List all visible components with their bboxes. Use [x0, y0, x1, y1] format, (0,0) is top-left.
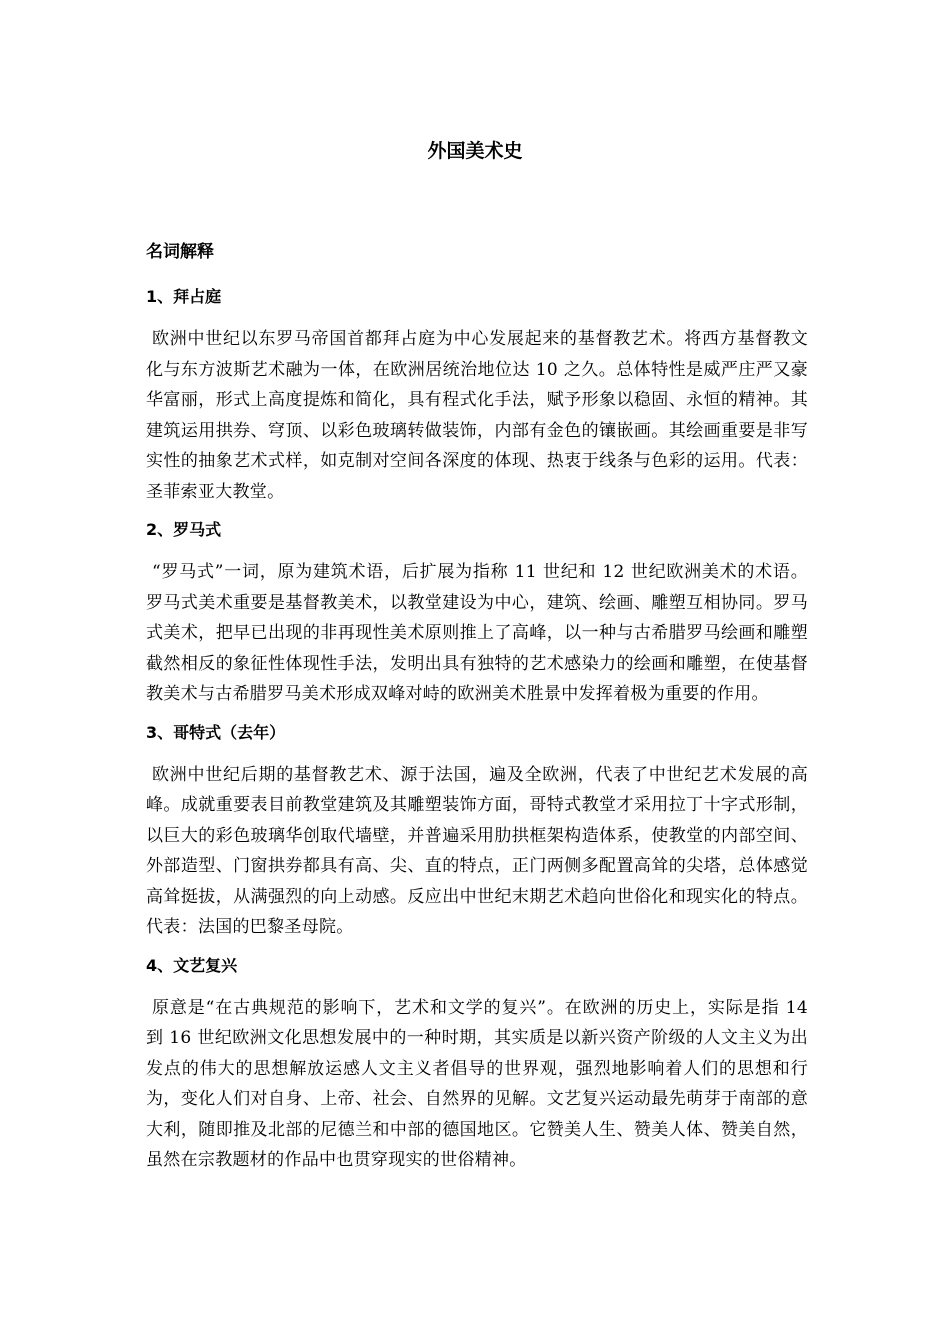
entry-body: 欧洲中世纪后期的基督教艺术、源于法国，遍及全欧洲，代表了中世纪艺术发展的高峰。成就重要表目前教堂建筑及其雕塑装饰方面，哥特式教堂才采用拉丁十字式形制，以巨大的彩色玻璃华创取代墙壁，并普遍采用肋拱框架构造体系，使教堂的内部空间、外部造型、门窗拱券都具有高、尖、直的特点，正门两侧多配置高耸的尖塔，总体感觉高耸挺拔，从满强烈的向上动感。反应出中世纪末期艺术趋向世俗化和现实化的特点。代表：法国的巴黎圣母院。: [146, 764, 808, 937]
entry-heading: 3、哥特式（去年）: [146, 722, 286, 742]
entry-heading: 2、罗马式: [146, 520, 222, 539]
entry-body: 原意是“在古典规范的影响下，艺术和文学的复兴”。在欧洲的历史上，实际是指 14 到 16 世纪欧洲文化思想发展中的一种时期，其实质是以新兴资产阶级的人文主义为出发点的伟大的思想解放运感人文主义者倡导的世界观，强烈地影响着人们的思想和行为，变化人们对自身、上帝、社会、自然界的见解。文艺复兴运动最先萌芽于南部的意大利，随即推及北部的尼德兰和中部的德国地区。它赞美人生、赞美人体、赞美自然，虽然在宗教题材的作品中也贯穿现实的世俗精神。: [146, 997, 808, 1170]
entry-body: “罗马式”一词，原为建筑术语，后扩展为指称 11 世纪和 12 世纪欧洲美术的术语。罗马式美术重要是基督教美术，以教堂建设为中心，建筑、绘画、雕塑互相协同。罗马式美术，把早已出现的非再现性美术原则推上了高峰，以一种与古希腊罗马绘画和雕塑截然相反的象征性体现性手法，发明出具有独特的艺术感染力的绘画和雕塑，在使基督教美术与古希腊罗马美术形成双峰对峙的欧洲美术胜景中发挥着极为重要的作用。: [146, 562, 808, 704]
page-title: 外国美术史: [427, 140, 523, 162]
section-heading: 名词解释: [146, 242, 214, 262]
entry-romanesque: [146, 519, 808, 710]
entry-gothic: [146, 722, 808, 943]
document-content: [146, 286, 808, 1188]
entry-heading: 1、拜占庭: [146, 287, 222, 306]
entry-body: 欧洲中世纪以东罗马帝国首都拜占庭为中心发展起来的基督教艺术。将西方基督教文化与东方波斯艺术融为一体，在欧洲居统治地位达 10 之久。总体特性是威严庄严又豪华富丽，形式上高度提炼和简化，具有程式化手法，赋予形象以稳固、永恒的精神。其建筑运用拱券、穹顶、以彩色玻璃转做装饰，内部有金色的镶嵌画。其绘画重要是非写实性的抽象艺术式样，如克制对空间各深度的体现、热衷于线条与色彩的运用。代表：圣菲索亚大教堂。: [146, 329, 808, 502]
entry-byzantine: [146, 286, 808, 507]
entry-heading: 4、文艺复兴: [146, 955, 238, 975]
entry-renaissance: [146, 955, 808, 1176]
